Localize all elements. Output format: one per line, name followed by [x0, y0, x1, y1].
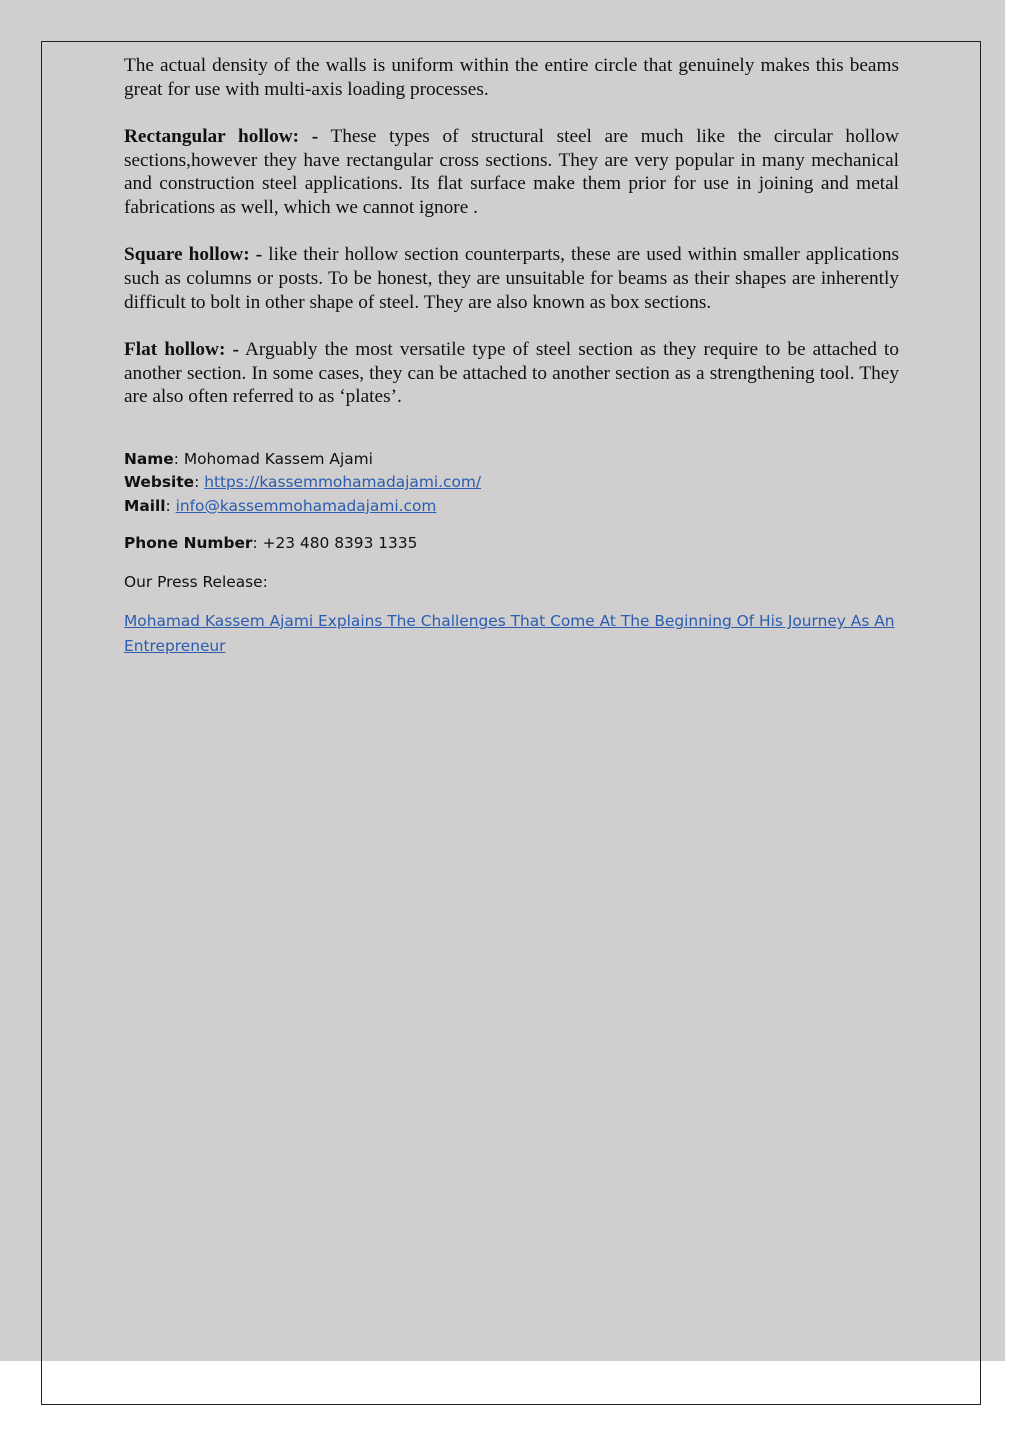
section-text: These types of structural steel are much like the circular hollow sections,however they have rectangular cross sections. They are very popular in many mechanical and construction steel applications. Its flat surface make them prior for use in joining and metal fabrications as well, which we cannot ignore .	[124, 125, 899, 219]
section-text: like their hollow section counterparts, these are used within smaller applications such as columns or posts. To be honest, they are unsuitable for beams as their shapes are inherently difficult to bolt in other shape of steel. They are also known as box sections.	[124, 244, 899, 313]
phone-value: +23 480 8393 1335	[262, 534, 418, 553]
section-rectangular-hollow	[124, 125, 899, 220]
contact-mail	[124, 495, 899, 519]
separator: :	[173, 449, 184, 468]
name-value: Mohomad Kassem Ajami	[183, 449, 373, 468]
section-text: Arguably the most versatile type of steel section as they require to be attached to another section. In some cases, they can be attached to another section as a strengthening tool. They are also often referred to as ‘plates’.	[124, 338, 900, 408]
document-body	[124, 54, 899, 659]
mail-label: Maill	[124, 496, 166, 515]
section-heading: Square hollow: -	[124, 244, 263, 266]
section-square-hollow	[124, 243, 899, 314]
website-label: Website	[124, 473, 195, 492]
contact-website	[124, 471, 899, 495]
separator: :	[252, 534, 263, 553]
email-link[interactable]: info@kassemmohamadajami.com	[175, 496, 437, 515]
phone-label: Phone Number	[124, 534, 253, 553]
separator: :	[165, 496, 176, 515]
section-flat-hollow	[124, 338, 899, 409]
contact-name	[124, 448, 899, 472]
section-heading: Rectangular hollow: -	[124, 125, 319, 147]
contact-block	[124, 448, 899, 519]
website-link[interactable]: https://kassemmohamadajami.com/	[204, 473, 482, 492]
press-release-label: Our Press Release:	[124, 572, 268, 591]
intro-paragraph: The actual density of the walls is uniform within the entire circle that genuinely makes this beams great for use with multi-axis loading processes.	[124, 55, 899, 100]
separator: :	[194, 473, 205, 492]
contact-phone	[124, 532, 899, 556]
section-heading: Flat hollow: -	[124, 338, 239, 360]
press-release-link[interactable]: Mohamad Kassem Ajami Explains The Challenges That Come At The Beginning Of His Journey As An Entrepreneur	[124, 612, 895, 656]
name-label: Name	[124, 449, 174, 468]
